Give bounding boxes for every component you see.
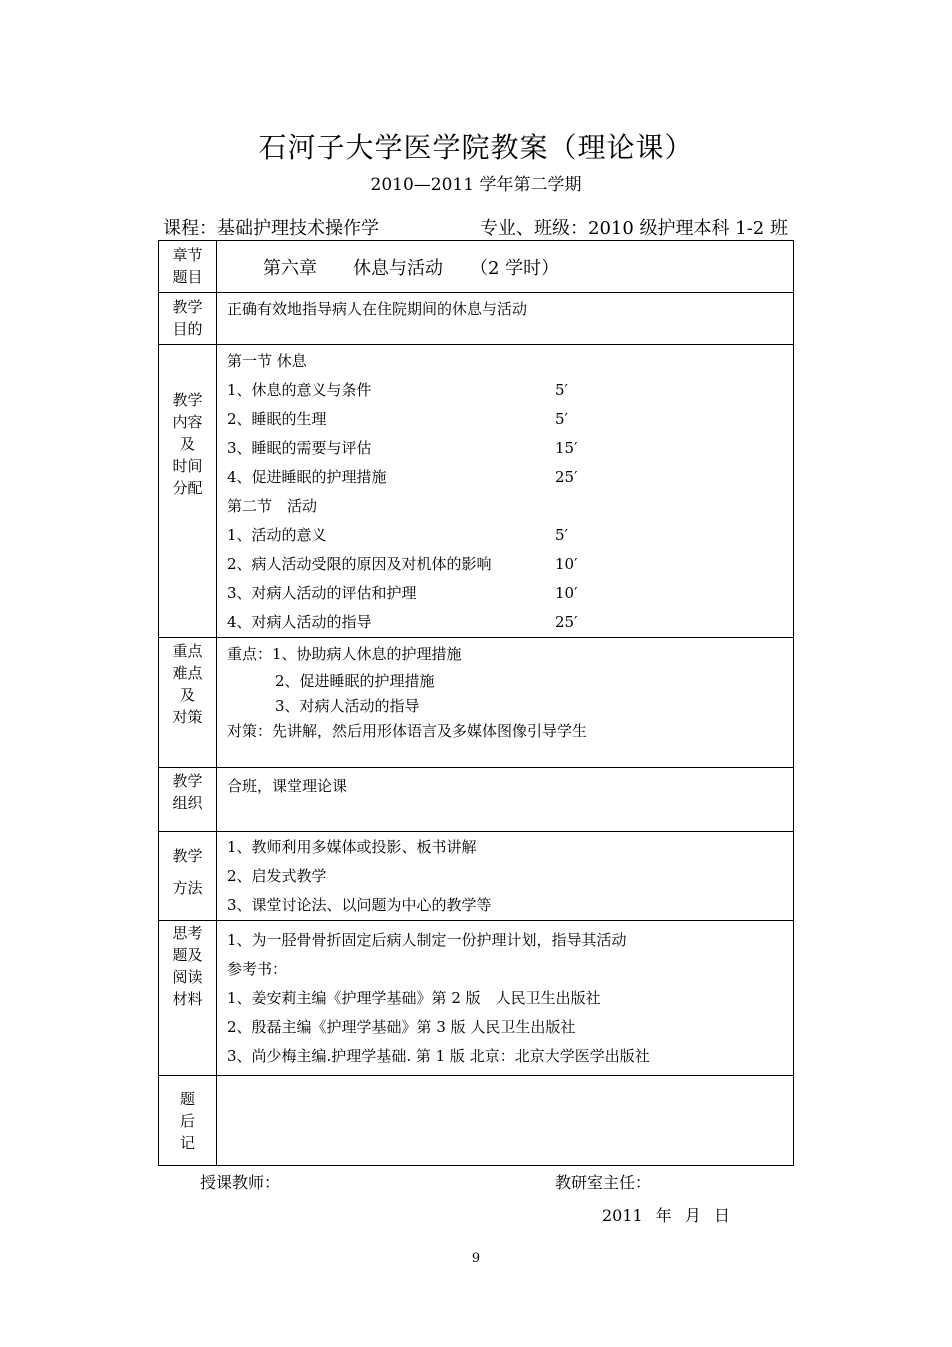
reading-list — [217, 921, 794, 1076]
method-label: 教学 方法 — [159, 832, 217, 921]
content-item: 1、活动的意义 5′ — [227, 526, 568, 544]
method-list — [217, 832, 794, 921]
content-row — [159, 345, 794, 638]
strategy-line: 对策：先讲解，然后用形体语言及多媒体图像引导学生 — [227, 722, 588, 740]
reading-item: 2、殷磊主编《护理学基础》第 3 版 人民卫生出版社 — [227, 1018, 576, 1036]
organization-row — [159, 768, 794, 832]
reading-item: 3、尚少梅主编.护理学基础. 第 1 版 北京：北京大学医学出版社 — [227, 1047, 650, 1065]
chapter-row — [159, 241, 794, 293]
key-point-line: 重点：1、协助病人休息的护理措施 — [227, 645, 462, 663]
department-head-signature: 教研室主任： — [555, 1173, 652, 1192]
content-item: 3、对病人活动的评估和护理 10′ — [227, 584, 578, 602]
page-number: 9 — [471, 1251, 481, 1266]
reading-item: 1、为一胫骨骨折固定后病人制定一份护理计划，指导其活动 — [227, 931, 627, 949]
objective-value: 正确有效地指导病人在住院期间的休息与活动 — [217, 293, 794, 345]
key-point-line: 3、对病人活动的指导 — [275, 697, 420, 715]
content-list — [217, 345, 794, 638]
content-item: 3、睡眠的需要与评估 15′ — [227, 439, 578, 457]
reading-label: 思考 题及 阅读 材料 — [159, 921, 217, 1076]
key-points-content — [217, 638, 794, 768]
signature-date: 2011 年 月 日 — [602, 1206, 730, 1225]
key-point-line: 2、促进睡眠的护理措施 — [275, 672, 435, 690]
objective-row — [159, 293, 794, 345]
key-points-label: 重点 难点 及 对策 — [159, 638, 217, 768]
page-title: 石河子大学医学院教案（理论课） — [258, 131, 694, 164]
organization-label: 教学 组织 — [159, 768, 217, 832]
content-item: 1、休息的意义与条件 5′ — [227, 381, 568, 399]
key-points-row — [159, 638, 794, 768]
chapter-label: 章节 题目 — [159, 241, 217, 293]
course-name: 课程：基础护理技术操作学 — [163, 218, 379, 239]
content-item: 第二节 活动 — [227, 497, 318, 515]
lesson-plan-table — [158, 240, 794, 1166]
reading-item: 参考书： — [227, 960, 288, 978]
method-item: 1、教师利用多媒体或投影、板书讲解 — [227, 838, 477, 856]
content-item: 2、睡眠的生理 5′ — [227, 410, 568, 428]
teacher-signature: 授课教师： — [200, 1173, 281, 1192]
content-item: 4、促进睡眠的护理措施 25′ — [227, 468, 578, 486]
chapter-value: 第六章 休息与活动 （2 学时） — [217, 241, 794, 293]
organization-value: 合班，课堂理论课 — [217, 768, 794, 832]
postscript-value — [217, 1076, 794, 1166]
reading-item: 1、姜安莉主编《护理学基础》第 2 版 人民卫生出版社 — [227, 989, 601, 1007]
postscript-label: 题 后 记 — [159, 1076, 217, 1166]
method-item: 3、课堂讨论法、以问题为中心的教学等 — [227, 896, 492, 914]
method-row — [159, 832, 794, 921]
semester: 2010—2011 学年第二学期 — [370, 175, 582, 195]
major-class: 专业、班级：2010 级护理本科 1-2 班 — [480, 218, 788, 239]
content-label: 教学 内容 及 时间 分配 — [159, 345, 217, 638]
method-item: 2、启发式教学 — [227, 867, 327, 885]
content-item: 第一节 休息 — [227, 352, 307, 370]
reading-row — [159, 921, 794, 1076]
content-item: 4、对病人活动的指导 25′ — [227, 613, 578, 631]
objective-label: 教学 目的 — [159, 293, 217, 345]
content-item: 2、病人活动受限的原因及对机体的影响 10′ — [227, 555, 578, 573]
postscript-row — [159, 1076, 794, 1166]
